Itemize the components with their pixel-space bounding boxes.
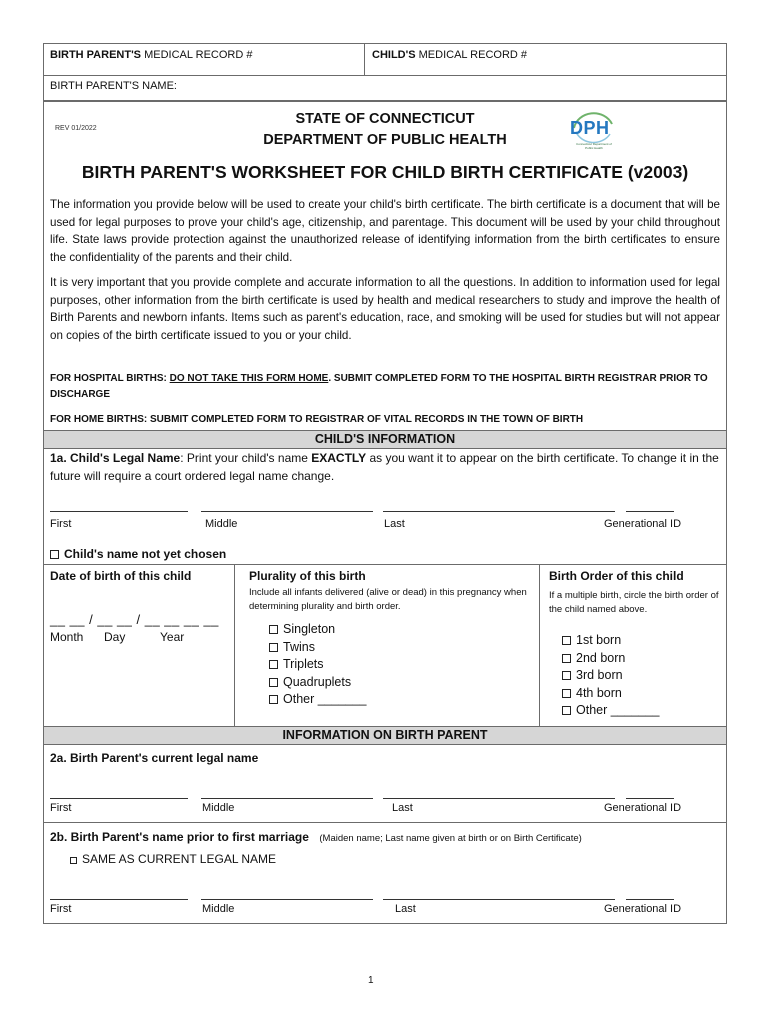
parent-gen-id-label: Generational ID [604, 802, 682, 814]
maiden-generational-id-input[interactable] [626, 899, 674, 900]
child-medical-record-field[interactable] [372, 49, 527, 61]
name-not-chosen-label: Child's name not yet chosen [64, 547, 227, 561]
birth-order-option-label: 4th born [576, 685, 622, 700]
child-mr-label: MEDICAL RECORD # [415, 49, 528, 61]
column-divider-2 [539, 564, 540, 726]
childs-information-header: CHILD'S INFORMATION [43, 430, 727, 449]
birth-parent-mr-label: MEDICAL RECORD # [141, 49, 253, 61]
intro-paragraph-2: It is very important that you provide complete and accurate information to all the questions. In addition to information used for legal purposes, other information from the birth certificate is used by health and medical researchers to study and improve the health of Birth Parents and newborn infants. Items such as parent's education, race, and smoking will be used for studies but will not appear on copies of the birth certificate issued to you or your child. [50, 276, 720, 342]
plurality-option-label: Other _______ [283, 692, 367, 706]
parent-last-name-input[interactable] [383, 798, 615, 799]
plurality-option[interactable] [269, 639, 315, 657]
month-label: Month [50, 630, 84, 644]
child-first-label: First [50, 518, 72, 530]
child-generational-id-input[interactable] [626, 511, 674, 512]
maiden-first-label: First [50, 903, 72, 915]
birth-order-note: If a multiple birth, circle the birth order of the child named above. [549, 590, 719, 615]
same-as-current-checkbox[interactable] [70, 852, 276, 866]
plurality-option-label: Twins [283, 639, 315, 654]
q1a-exactly: EXACTLY [311, 451, 367, 465]
birth-parent-info-header: INFORMATION ON BIRTH PARENT [43, 726, 727, 745]
child-gen-id-label: Generational ID [604, 518, 682, 530]
columns-top-rule [43, 564, 727, 565]
maiden-first-name-input[interactable] [50, 899, 188, 900]
checkbox-icon[interactable] [70, 857, 77, 864]
birth-parent-name-label: BIRTH PARENT'S NAME: [50, 80, 177, 92]
birth-order-option[interactable] [562, 667, 623, 685]
parent-last-label: Last [392, 802, 413, 814]
question-2a: 2a. Birth Parent's current legal name [50, 751, 259, 765]
maiden-gen-id-label: Generational ID [604, 903, 682, 915]
plurality-note: Include all infants delivered (alive or dead) in this pregnancy when determining plurality and birth order. [249, 587, 527, 612]
record-row-divider [43, 75, 727, 76]
child-first-name-input[interactable] [50, 511, 188, 512]
same-as-current-label: SAME AS CURRENT LEGAL NAME [82, 852, 277, 866]
checkbox-icon[interactable] [562, 636, 571, 645]
child-last-label: Last [384, 518, 405, 530]
q2b-note: (Maiden name; Last name given at birth or on Birth Certificate) [319, 833, 582, 844]
state-title: STATE OF CONNECTICUT [295, 111, 475, 127]
dob-input[interactable]: __ __ / __ __ / __ __ __ __ [50, 612, 219, 627]
maiden-last-label: Last [395, 903, 416, 915]
question-2b [50, 828, 582, 846]
birth-order-option-label: 1st born [576, 633, 622, 647]
year-label: Year [160, 630, 185, 644]
birth-order-option-label: 3rd born [576, 668, 623, 682]
birth-parent-medical-record-field[interactable] [50, 49, 252, 61]
parent-first-label: First [50, 802, 72, 814]
checkbox-icon[interactable] [562, 689, 571, 698]
checkbox-icon[interactable] [562, 654, 571, 663]
parent-first-name-input[interactable] [50, 798, 188, 799]
q1a-text-b: as you want it to appear on the birth certificate. To change it in the future will require a court ordered legal name change. [50, 451, 719, 483]
maiden-last-name-input[interactable] [383, 899, 615, 900]
maiden-middle-label: Middle [202, 903, 235, 915]
birth-order-option[interactable] [562, 702, 659, 720]
record-divider [364, 43, 365, 75]
birth-order-option[interactable] [562, 632, 621, 650]
plurality-title: Plurality of this birth [249, 569, 366, 583]
birth-order-title: Birth Order of this child [549, 569, 684, 583]
plurality-option[interactable] [269, 656, 324, 674]
child-middle-label: Middle [205, 518, 238, 530]
q1a-text-a: : Print your child's name [180, 451, 312, 465]
section-2b-rule [43, 822, 727, 823]
home-births-instruction: FOR HOME BIRTHS: SUBMIT COMPLETED FORM TO REGISTRAR OF VITAL RECORDS IN THE TOWN OF BIRTH [50, 414, 584, 425]
child-mr-label-bold: CHILD'S [372, 49, 416, 61]
checkbox-icon[interactable] [269, 695, 278, 704]
column-divider-1 [234, 564, 235, 726]
hospital-births-text: . SUBMIT COMPLETED FORM TO THE HOSPITAL BIRTH REGISTRAR PRIOR TO DISCHARGE [50, 373, 708, 400]
birth-order-option[interactable] [562, 685, 622, 703]
parent-middle-name-input[interactable] [201, 798, 373, 799]
birth-order-option-label: Other _______ [576, 703, 660, 717]
checkbox-icon[interactable] [562, 706, 571, 715]
checkbox-icon[interactable] [50, 550, 59, 559]
birth-parent-mr-label-bold: BIRTH PARENT'S [50, 49, 142, 61]
parent-middle-label: Middle [202, 802, 235, 814]
revision-label: REV 01/2022 [55, 125, 97, 132]
dph-logo-caption: Connecticut Department of Public Health [576, 142, 612, 150]
plurality-option[interactable] [269, 691, 366, 709]
dob-title: Date of birth of this child [50, 569, 192, 583]
maiden-middle-name-input[interactable] [201, 899, 373, 900]
plurality-option[interactable] [269, 621, 335, 639]
plurality-option-label: Quadruplets [283, 674, 352, 689]
birth-order-option[interactable] [562, 650, 625, 668]
plurality-option-label: Triplets [283, 657, 324, 671]
checkbox-icon[interactable] [269, 660, 278, 669]
dph-logo-text: DPH [570, 118, 610, 138]
birth-order-option-label: 2nd born [576, 650, 626, 665]
hospital-births-instruction [50, 371, 710, 402]
hospital-births-label: FOR HOSPITAL BIRTHS: [50, 373, 170, 384]
plurality-option[interactable] [269, 674, 351, 692]
day-label: Day [104, 630, 126, 644]
dph-logo [566, 108, 620, 156]
birth-parent-name-field[interactable] [50, 80, 177, 92]
checkbox-icon[interactable] [269, 643, 278, 652]
do-not-take-home: DO NOT TAKE THIS FORM HOME [169, 373, 329, 384]
page-number: 1 [368, 975, 374, 986]
checkbox-icon[interactable] [269, 678, 278, 687]
child-middle-name-input[interactable] [201, 511, 373, 512]
department-title: DEPARTMENT OF PUBLIC HEALTH [263, 132, 507, 148]
q1a-label: 1a. Child's Legal Name [50, 451, 181, 465]
name-not-chosen-checkbox[interactable] [50, 547, 226, 561]
parent-generational-id-input[interactable] [626, 798, 674, 799]
q2b-label: 2b. Birth Parent's name prior to first marriage [50, 830, 309, 844]
question-1a [50, 450, 722, 485]
checkbox-icon[interactable] [269, 625, 278, 634]
worksheet-title: BIRTH PARENT'S WORKSHEET FOR CHILD BIRTH CERTIFICATE (v2003) [81, 162, 689, 182]
checkbox-icon[interactable] [562, 671, 571, 680]
child-last-name-input[interactable] [383, 511, 615, 512]
intro-paragraph-1: The information you provide below will be used to create your child's birth certificate. The birth certificate is a document that will be used for legal purposes to prove your child's age, citizenship, and parentage. This document will be used by your child throughout life. State laws provide protection against the unauthorized release of identifying information from the birth certificates to ensure the confidentiality of the parents and their child. [50, 198, 720, 264]
plurality-option-label: Singleton [283, 622, 336, 636]
